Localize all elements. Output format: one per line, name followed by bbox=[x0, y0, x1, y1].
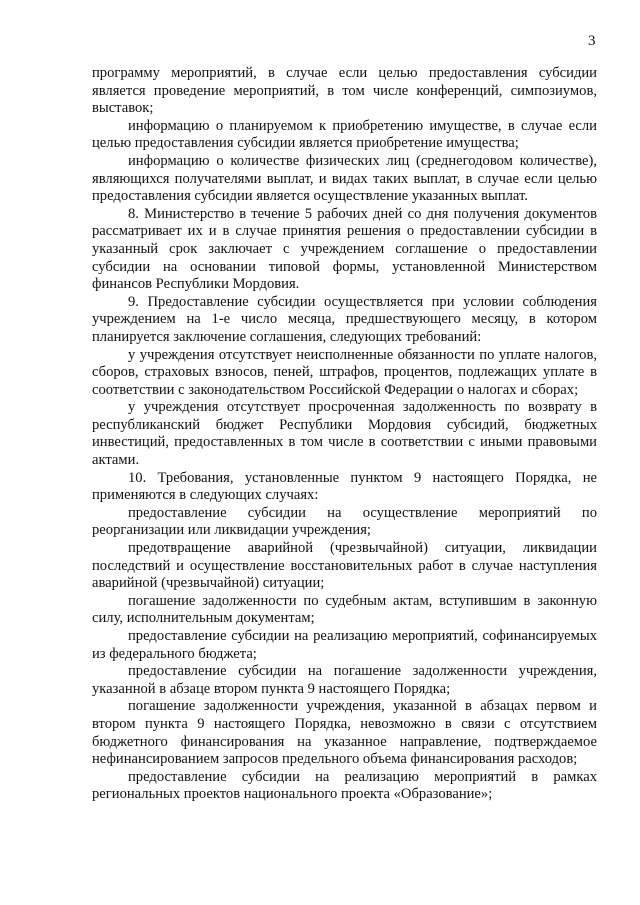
paragraph: информацию о планируемом к приобретению имуществе, в случае если целью предоставления субсидии является приобретение имущества; bbox=[92, 117, 597, 152]
paragraph: 9. Предоставление субсидии осуществляется при условии соблюдения учреждением на 1-е число месяца, предшествующего месяцу, в котором планируется заключение соглашения, следующих требований: bbox=[92, 293, 597, 345]
paragraph: погашение задолженности учреждения, указанной в абзацах первом и втором пункта 9 настоящего Порядка, невозможно в связи с отсутствием бюджетного финансирования на указанное направление, подтверждаемое нефинансированием запросов предельного объема финансирования расходов; bbox=[92, 698, 597, 768]
paragraph: предотвращение аварийной (чрезвычайной) ситуации, ликвидации последствий и осуществление восстановительных работ в случае наступления аварийной (чрезвычайной) ситуации; bbox=[92, 540, 597, 592]
paragraph: 10. Требования, установленные пунктом 9 настоящего Порядка, не применяются в следующих случаях: bbox=[92, 469, 597, 504]
paragraph: 8. Министерство в течение 5 рабочих дней со дня получения документов рассматривает их и в случае принятия решения о предоставлении субсидии в указанный срок заключает с учреждением соглашение о предоставлении субсидии на основании типовой формы, установленной Министерством финансов Республики Мордовия. bbox=[92, 205, 597, 293]
paragraph: информацию о количестве физических лиц (среднегодовом количестве), являющихся получателями выплат, и видах таких выплат, в случае если целью предоставления субсидии является осуществление указанных выплат. bbox=[92, 152, 597, 205]
paragraph: предоставление субсидии на реализацию мероприятий, софинансируемых из федерального бюджета; bbox=[92, 628, 597, 662]
paragraph: предоставление субсидии на реализацию мероприятий в рамках региональных проектов национального проекта «Образование»; bbox=[92, 768, 597, 803]
paragraph: предоставление субсидии на осуществление мероприятий по реорганизации или ликвидации учреждения; bbox=[92, 504, 597, 539]
paragraph: у учреждения отсутствует неисполненные обязанности по уплате налогов, сборов, страховых взносов, пеней, штрафов, процентов, подлежащих уплате в соответствии с законодательством Российской Федерации о налогах и сборах; bbox=[92, 346, 597, 398]
paragraph: программу мероприятий, в случае если целью предоставления субсидии является проведение мероприятий, в том числе конференций, симпозиумов, выставок; bbox=[92, 65, 597, 117]
paragraph: предоставление субсидии на погашение задолженности учреждения, указанной в абзаце втором пункта 9 настоящего Порядка; bbox=[92, 663, 597, 697]
paragraph: погашение задолженности по судебным актам, вступившим в законную силу, исполнительным документам; bbox=[92, 592, 597, 627]
paragraph: у учреждения отсутствует просроченная задолженность по возврату в республиканский бюджет Республики Мордовия субсидий, бюджетных инвестиций, предоставленных в том числе в соответствии с иными правовыми актами. bbox=[92, 399, 597, 469]
page-number: 3 bbox=[588, 33, 596, 49]
document-body bbox=[92, 65, 597, 804]
